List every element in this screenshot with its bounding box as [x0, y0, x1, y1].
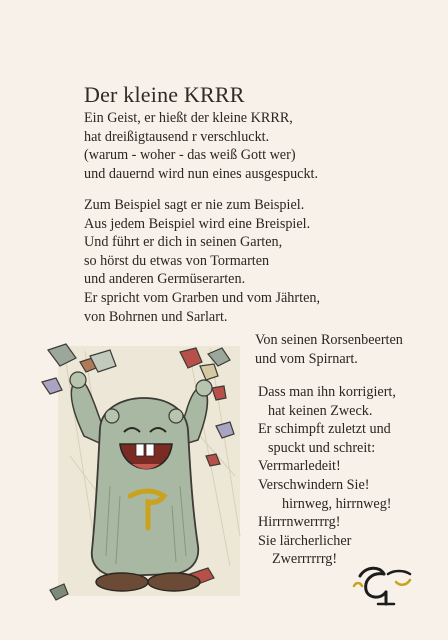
- poem-line: hat dreißigtausend r verschluckt.: [84, 128, 270, 145]
- poem-line: Aus jedem Beispiel wird eine Breispiel.: [84, 215, 311, 232]
- poem-line: (warum - woher - das weiß Gott wer): [84, 147, 296, 164]
- stanza-2: [84, 196, 320, 326]
- poem-line: hat keinen Zweck.: [268, 402, 373, 419]
- poem-line: Sie lärcherlicher: [258, 532, 352, 549]
- stanza-3: [255, 331, 403, 368]
- poem-title: Der kleine KRRR: [84, 82, 245, 107]
- poem-line: Zum Beispiel sagt er nie zum Beispiel.: [84, 197, 305, 213]
- poem-line: Er schimpft zuletzt und: [258, 421, 391, 438]
- poem-line: Verrmarledeit!: [258, 458, 341, 475]
- poem-line: und vom Spirnart.: [255, 350, 358, 367]
- poem-line: und anderen Germüserarten.: [84, 271, 246, 288]
- poem-line: von Bohrnen und Sarlart.: [84, 308, 228, 325]
- poem-line: Und führt er dich in seinen Garten,: [84, 234, 283, 251]
- poem-line: spuckt und schreit:: [268, 439, 376, 456]
- poem-line: Ein Geist, er hießt der kleine KRRR,: [84, 110, 293, 126]
- poem-line: so hörst du etwas von Tormarten: [84, 252, 270, 269]
- poem-line: Zwerrrrrrg!: [272, 551, 338, 568]
- poem-line: Dass man ihn korrigiert,: [258, 384, 396, 400]
- poem-line: Verschwindern Sie!: [258, 476, 370, 493]
- laughing-ghost-illustration: [40, 336, 250, 606]
- poem-line: Hirrrnwerrrrg!: [258, 514, 341, 531]
- poem-line: Er spricht vom Grarben und vom Jährten,: [84, 289, 321, 306]
- stanza-4: [258, 383, 396, 569]
- poem-line: und dauernd wird nun eines ausgespuckt.: [84, 165, 319, 182]
- poem-line: hirnweg, hirrnweg!: [282, 495, 392, 512]
- gt-monogram-icon: [350, 560, 416, 610]
- poem-line: Von seinen Rorsenbeerten: [255, 332, 403, 348]
- stanza-1: [84, 109, 318, 183]
